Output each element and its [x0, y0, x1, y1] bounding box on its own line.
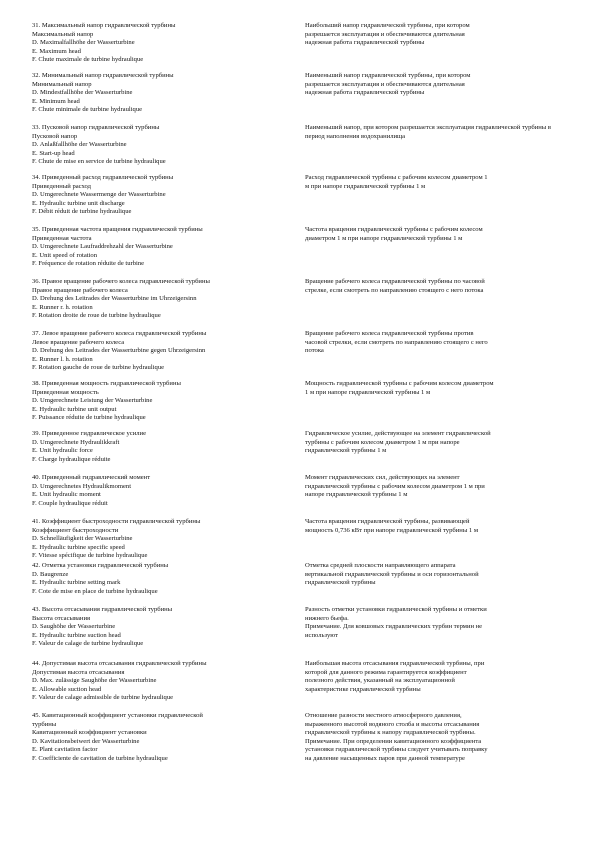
- term-names: [32, 660, 302, 703]
- term-line: E. Hydraulic turbine unit discharge: [32, 199, 125, 207]
- term-definition: [305, 474, 567, 500]
- term-line: E. Allowable suction head: [32, 685, 102, 693]
- definition-line: нижнего бьефа.: [305, 614, 349, 622]
- definition-line: которой для данного режима гарантируется коэффициент: [305, 668, 467, 676]
- term-names: [32, 712, 302, 764]
- term-line: D. Mindestfallhöhe der Wasserturbine: [32, 89, 133, 97]
- definition-line: надежная работа гидравлической турбины: [305, 39, 425, 47]
- term-names: [32, 562, 302, 596]
- definition-line: потока: [305, 347, 324, 355]
- definition-line: мощность 0,736 кВт при напоре гидравлической турбины 1 м: [305, 526, 479, 534]
- definition-line: Частота вращения гидравлической турбины с рабочим колесом: [305, 226, 483, 233]
- term-title: 33. Пусковой напор гидравлической турбины: [32, 124, 160, 131]
- term-line: E. Runner r. h. rotation: [32, 303, 93, 311]
- term-line: E. Hydraulic turbine suction head: [32, 631, 121, 639]
- term-names: [32, 226, 302, 269]
- term-title: 43. Высота отсасывания гидравлической турбины: [32, 606, 173, 613]
- term-line: D. Umgerechnete Hydraulikkraft: [32, 438, 120, 446]
- term-line: Коэффициент быстроходности: [32, 526, 119, 534]
- term-line: E. Hydraulic turbine unit output: [32, 405, 117, 413]
- term-names: [32, 606, 302, 649]
- term-line: Приведенный расход: [32, 182, 92, 190]
- definition-line: Отметка средней плоскости направляющего аппарата: [305, 562, 456, 569]
- term-title: 41. Коэффициент быстроходности гидравлической турбины: [32, 518, 201, 525]
- term-line: D. Schnelläufigkeit der Wasserturbine: [32, 535, 133, 543]
- term-line: F. Fréquence de rotation réduite de turbine: [32, 260, 145, 268]
- term-line: D. Kavitationsbeiwert der Wasserturbine: [32, 737, 140, 745]
- definition-line: Примечание. При определении кавитационного коэффициента: [305, 737, 482, 745]
- term-line: E. Runner l. h. rotation: [32, 355, 93, 363]
- definition-line: турбины с рабочим колесом диаметром 1 м при напоре: [305, 438, 460, 446]
- term-line: F. Chute minimale de turbine hydraulique: [32, 106, 143, 114]
- term-title: 39. Приведенное гидравлическое усилие: [32, 430, 146, 437]
- term-definition: [305, 278, 567, 295]
- term-line: Приведенная частота: [32, 234, 92, 242]
- definition-line: 1 м при напоре гидравлической турбины 1 м: [305, 388, 431, 396]
- definition-line: Гидравлическое усилие, действующее на элемент гидравлической: [305, 430, 491, 437]
- term-line: D. Anlaßfallhöhe der Wasserturbine: [32, 141, 127, 149]
- term-line: Левое вращение рабочего колеса: [32, 338, 125, 346]
- term-names: [32, 430, 302, 464]
- term-line: E. Unit speed of rotation: [32, 251, 98, 259]
- term-line: Приведенная мощность: [32, 388, 99, 396]
- definition-line: Наибольший напор гидравлической турбины, при котором: [305, 22, 470, 29]
- term-line: D. Umgerechnetes Hydraulikmoment: [32, 482, 132, 490]
- term-definition: [305, 380, 567, 397]
- term-line: E. Start-up head: [32, 149, 75, 157]
- definition-line: на давление насыщенных паров при данной температуре: [305, 754, 465, 762]
- definition-line: Вращение рабочего колеса гидравлической турбины по часовой: [305, 278, 485, 285]
- term-title: 36. Правое вращение рабочего колеса гидравлической турбины: [32, 278, 210, 285]
- definition-line: надежная работа гидравлической турбины: [305, 89, 425, 97]
- definition-line: Расход гидравлической турбины с рабочим колесом диаметром 1: [305, 174, 488, 181]
- term-line: E. Hydraulic turbine setting mark: [32, 579, 121, 587]
- term-title: 38. Приведенная мощность гидравлической турбины: [32, 380, 181, 387]
- term-names: [32, 278, 302, 321]
- term-line: F. Rotation droite de roue de turbine hydraulique: [32, 312, 161, 320]
- term-title: 44. Допустимая высота отсасывания гидравлической турбины: [32, 660, 207, 667]
- definition-line: часовой стрелки, если смотреть по направлению стоящего с него: [305, 338, 488, 346]
- term-definition: [305, 330, 567, 356]
- term-line: D. Max. zulässige Saughöhe der Wasserturbine: [32, 677, 157, 685]
- definition-line: выраженного высотой водяного столба и высоты отсасывания: [305, 720, 480, 728]
- term-definition: [305, 430, 567, 456]
- definition-line: гидравлической турбины с рабочим колесом диаметром 1 м при: [305, 482, 485, 490]
- definition-line: Момент гидравлических сил, действующих на элемент: [305, 474, 460, 481]
- term-line: E. Plant cavitation factor: [32, 746, 98, 754]
- term-line: D. Maximalfallhöhe der Wasserturbine: [32, 39, 135, 47]
- definition-line: Мощность гидравлической турбины с рабочим колесом диаметром: [305, 380, 494, 387]
- definition-line: м при напоре гидравлической турбины 1 м: [305, 182, 426, 190]
- definition-line: Частота вращения гидравлической турбины, развивающей: [305, 518, 470, 525]
- term-line: F. Charge hydraulique réduite: [32, 455, 111, 463]
- definition-line: вертикальной гидравлической турбины и оси горизонтальной: [305, 570, 479, 578]
- term-title: 32. Минимальный напор гидравлической турбины: [32, 72, 174, 79]
- definition-line: характеристике гидравлической турбины: [305, 685, 421, 693]
- term-definition: [305, 606, 567, 640]
- definition-line: полезного действия, указанный на эксплуатационной: [305, 677, 455, 685]
- term-names: [32, 72, 302, 115]
- term-line: Допустимая высота отсасывания: [32, 668, 125, 676]
- term-line: Максимальный напор: [32, 30, 94, 38]
- definition-line: стрелке, если смотреть по направлению стоящего с него потока: [305, 286, 484, 294]
- term-title: 37. Левое вращение рабочего колеса гидравлической турбины: [32, 330, 207, 337]
- term-line: D. Saughöhe der Wasserturbine: [32, 623, 116, 631]
- term-names: [32, 380, 302, 423]
- term-line: D. Drehung des Leitrades der Wasserturbine im Uhrzeigersinn: [32, 295, 197, 303]
- term-line: E. Hydraulic turbine specific speed: [32, 543, 125, 551]
- term-line: F. Chute maximale de turbine hydraulique: [32, 56, 144, 64]
- definition-line: разрешается эксплуатация и обеспечиваются длительная: [305, 80, 465, 88]
- definition-line: диаметром 1 м при напоре гидравлической турбины 1 м: [305, 234, 463, 242]
- term-definition: [305, 562, 567, 588]
- definition-line: гидравлической турбины к напору гидравлической турбины.: [305, 729, 476, 737]
- term-names: [32, 174, 302, 217]
- definition-line: Вращение рабочего колеса гидравлической турбины против: [305, 330, 474, 337]
- term-line: F. Valeur de calage de turbine hydraulique: [32, 640, 144, 648]
- term-definition: [305, 72, 567, 98]
- term-line: F. Débit réduit de turbine hydraulique: [32, 208, 132, 216]
- term-line: D. Umgerechnete Leistung der Wasserturbine: [32, 397, 153, 405]
- term-names: [32, 22, 302, 65]
- term-names: [32, 330, 302, 373]
- definition-line: используют: [305, 631, 338, 639]
- definition-line: Наименьший напор гидравлической турбины, при котором: [305, 72, 471, 79]
- term-definition: [305, 124, 567, 141]
- term-definition: [305, 518, 567, 535]
- term-line: турбины: [32, 720, 57, 728]
- definition-line: Отношение разности местного атмосферного давления,: [305, 712, 462, 719]
- definition-line: Наибольшая высота отсасывания гидравлической турбины, при: [305, 660, 485, 667]
- term-line: F. Puissance réduite de turbine hydraulique: [32, 414, 146, 422]
- definition-line: гидравлической турбины: [305, 579, 376, 587]
- term-line: F. Coefficiente de cavitation de turbine hydraulique: [32, 754, 168, 762]
- term-definition: [305, 660, 567, 694]
- definition-line: Примечание. Для ковшовых гидравлических турбин термин не: [305, 623, 483, 631]
- term-line: E. Unit hydraulic moment: [32, 491, 101, 499]
- term-line: D. Umgerechnete Wassermenge der Wasserturbine: [32, 191, 166, 199]
- term-line: F. Rotation gauche de roue de turbine hydraulique: [32, 364, 165, 372]
- definition-line: гидравлической турбины 1 м: [305, 447, 387, 455]
- term-definition: [305, 174, 567, 191]
- term-line: F. Chute de mise en service de turbine hydraulique: [32, 158, 166, 166]
- term-title: 40. Приведенный гидравлический момент: [32, 474, 151, 481]
- definition-line: период наполнения водохранилища: [305, 132, 406, 140]
- term-line: Пусковой напор: [32, 132, 78, 140]
- term-line: D. Umgerechnete Laufraddrehzahl der Wasserturbine: [32, 243, 173, 251]
- term-line: E. Maximum head: [32, 47, 81, 55]
- term-line: F. Cote de mise en place de turbine hydraulique: [32, 587, 158, 595]
- term-title: 45. Кавитационный коэффициент установки гидравлической: [32, 712, 203, 719]
- term-title: 42. Отметка установки гидравлической турбины: [32, 562, 169, 569]
- term-line: E. Unit hydraulic force: [32, 447, 93, 455]
- term-line: F. Vitesse spécifique de turbine hydraulique: [32, 552, 148, 560]
- term-names: [32, 518, 302, 561]
- term-names: [32, 124, 302, 167]
- term-title: 31. Максимальный напор гидравлической турбины: [32, 22, 176, 29]
- term-definition: [305, 22, 567, 48]
- term-line: F. Couple hydraulique réduit: [32, 499, 108, 507]
- term-line: Минимальный напор: [32, 80, 92, 88]
- term-definition: [305, 226, 567, 243]
- term-title: 34. Приведенный расход гидравлической турбины: [32, 174, 174, 181]
- term-line: Кавитационный коэффициент установки: [32, 729, 147, 737]
- term-line: D. Baugrenze: [32, 570, 69, 578]
- term-definition: [305, 712, 567, 764]
- term-line: Правое вращение рабочего колеса: [32, 286, 128, 294]
- term-line: F. Valeur de calage admissible de turbine hydraulique: [32, 694, 174, 702]
- term-line: Высота отсасывания: [32, 614, 91, 622]
- term-line: E. Minimum head: [32, 97, 80, 105]
- term-line: D. Drehung des Leitrades der Wasserturbine gegen Uhrzeigersinn: [32, 347, 206, 355]
- definition-line: Наименьший напор, при котором разрешается эксплуатация гидравлической турбины в: [305, 124, 551, 131]
- definition-line: установки гидравлической турбины следует учитывать поправку: [305, 746, 488, 754]
- definition-line: Разность отметки установки гидравлической турбины и отметки: [305, 606, 487, 613]
- term-title: 35. Приведенная частота вращения гидравлической турбины: [32, 226, 203, 233]
- term-names: [32, 474, 302, 508]
- definition-line: разрешается эксплуатация и обеспечиваются длительная: [305, 30, 465, 38]
- definition-line: напоре гидравлической турбины 1 м: [305, 491, 408, 499]
